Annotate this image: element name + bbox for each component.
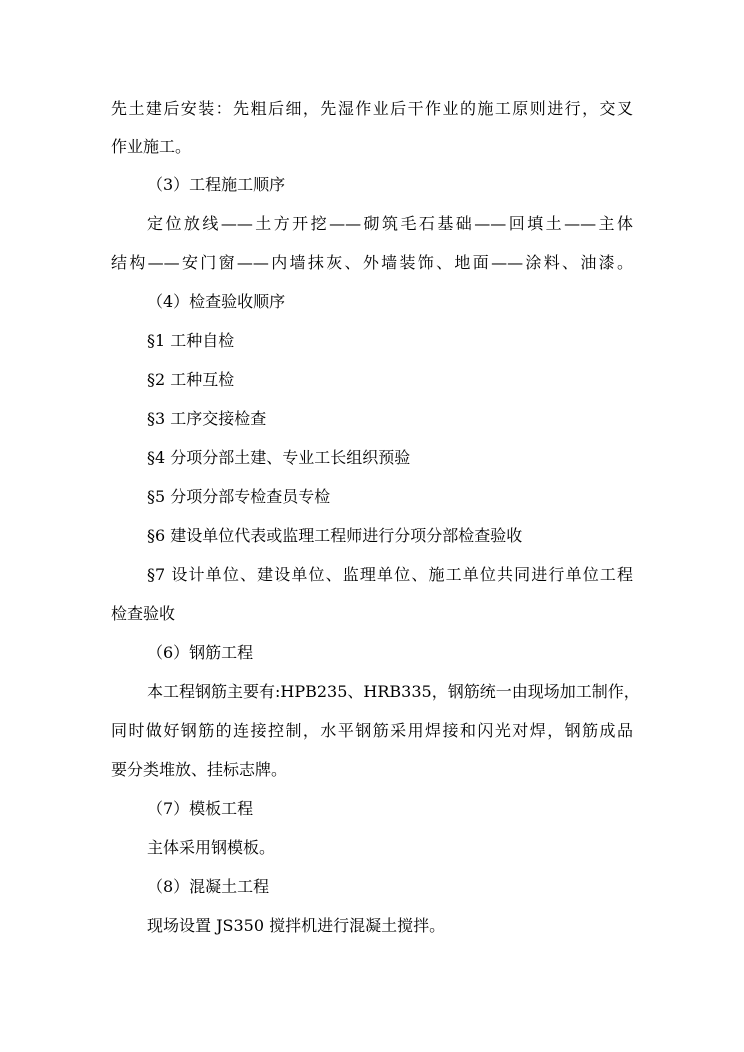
paragraph-line-rebar-2: 同时做好钢筋的连接控制，水平钢筋采用焊接和闪光对焊，钢筋成品 — [111, 721, 633, 740]
paragraph-line-principle-2: 作业施工。 — [111, 137, 192, 156]
list-item-inspection-2: §2 工种互检 — [147, 370, 235, 389]
paragraph-line-principle-1: 先土建后安装：先粗后细，先湿作业后干作业的施工原则进行，交叉 — [111, 99, 633, 118]
list-item-inspection-7: §7 设计单位、建设单位、监理单位、施工单位共同进行单位工程 — [147, 565, 633, 584]
paragraph-line-formwork: 主体采用钢模板。 — [147, 838, 276, 857]
list-item-inspection-1: §1 工种自检 — [147, 331, 235, 350]
section-heading-concrete: （8）混凝土工程 — [147, 877, 270, 896]
list-item-inspection-6: §6 建设单位代表或监理工程师进行分项分部检查验收 — [147, 526, 523, 545]
paragraph-line-rebar-1: 本工程钢筋主要有:HPB235、HRB335，钢筋统一由现场加工制作， — [147, 682, 640, 701]
list-item-inspection-5: §5 分项分部专检查员专检 — [147, 487, 331, 506]
paragraph-line-rebar-3: 要分类堆放、挂标志牌。 — [111, 760, 288, 779]
section-heading-construction-sequence: （3）工程施工顺序 — [147, 175, 286, 194]
section-heading-formwork: （7）模板工程 — [147, 799, 254, 818]
section-heading-rebar: （6）钢筋工程 — [147, 643, 254, 662]
section-heading-inspection-sequence: （4）检查验收顺序 — [147, 292, 286, 311]
paragraph-line-concrete: 现场设置 JS350 搅拌机进行混凝土搅拌。 — [147, 916, 446, 935]
list-item-inspection-7-cont: 检查验收 — [111, 604, 176, 623]
paragraph-line-sequence-2: 结构——安门窗——内墙抹灰、外墙装饰、地面——涂料、油漆。 — [111, 253, 633, 272]
paragraph-line-sequence-1: 定位放线——土方开挖——砌筑毛石基础——回填土——主体 — [147, 214, 633, 233]
list-item-inspection-4: §4 分项分部土建、专业工长组织预验 — [147, 448, 411, 467]
list-item-inspection-3: §3 工序交接检查 — [147, 409, 267, 428]
